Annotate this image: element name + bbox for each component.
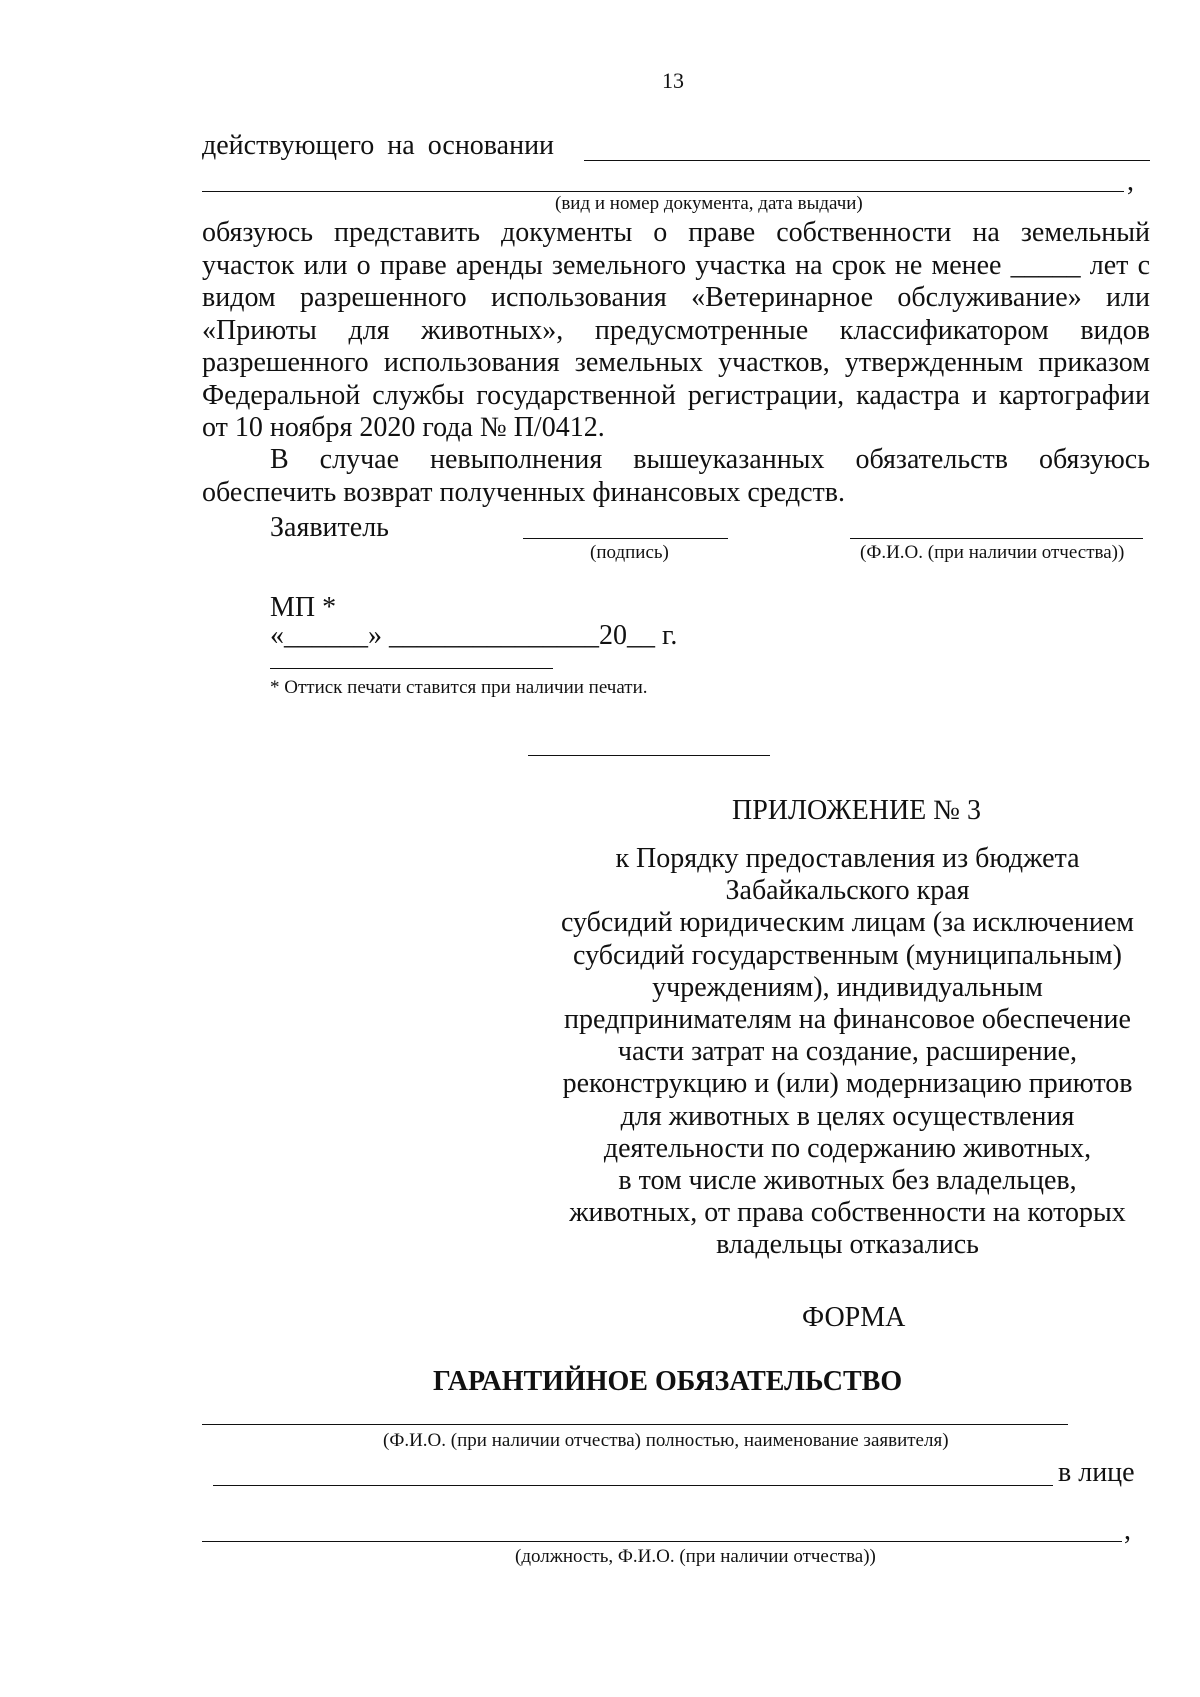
- appendix-line: учреждениям), индивидуальным: [652, 971, 1043, 1003]
- basis-comma: ,: [1127, 166, 1134, 197]
- obligation-paragraph: обязуюсь представить документы о праве собственности на земельный участок или о праве аренды земельного участка на срок не менее _____ лет с видом разрешенного использования «Ветеринарное обслуживание» или «Приюты для животных», предусмотренные классификатором видов разрешенного использования земельных участков, утвержденным приказом Федеральной службы государственной регистрации, кадастра и картографии от 10 ноября 2020 года № П/0412.: [202, 217, 1150, 443]
- position-caption: (должность, Ф.И.О. (при наличии отчества)): [515, 1546, 876, 1567]
- appendix-line: к Порядку предоставления из бюджета: [615, 843, 1080, 874]
- appendix-line: части затрат на создание, расширение,: [617, 1036, 1078, 1068]
- fio-underline: [850, 538, 1143, 539]
- applicant-label: Заявитель: [270, 512, 389, 543]
- basis-underline: [584, 160, 1150, 161]
- applicant-caption: (Ф.И.О. (при наличии отчества) полностью, наименование заявителя): [383, 1430, 949, 1451]
- basis-label: действующего на основании: [202, 130, 555, 161]
- in-person-label: в лице: [1058, 1457, 1135, 1488]
- guarantee-heading: ГАРАНТИЙНОЕ ОБЯЗАТЕЛЬСТВО: [433, 1366, 903, 1397]
- appendix-title: ПРИЛОЖЕНИЕ № 3: [732, 795, 981, 826]
- footnote-separator: [270, 668, 553, 669]
- appendix-line: Забайкальского края: [725, 875, 970, 907]
- appendix-line: предпринимателям на финансовое обеспечение: [564, 1004, 1131, 1036]
- appendix-line: в том числе животных без владельцев,: [618, 1165, 1077, 1197]
- appendix-line: реконструкцию и (или) модернизацию приютов: [562, 1068, 1133, 1100]
- footnote: * Оттиск печати ставится при наличии печати.: [270, 677, 648, 698]
- appendix-line: субсидий государственным (муниципальным): [573, 939, 1122, 971]
- appendix-line: животных, от права собственности на которых: [569, 1197, 1126, 1229]
- applicant-name-underline: [202, 1424, 1068, 1425]
- basis-caption: (вид и номер документа, дата выдачи): [555, 193, 863, 214]
- fio-caption: (Ф.И.О. (при наличии отчества)): [860, 542, 1125, 563]
- position-comma: ,: [1124, 1515, 1131, 1546]
- failure-paragraph: В случае невыполнения вышеуказанных обязательств обязуюсь обеспечить возврат полученных финансовых средств.: [202, 444, 1150, 508]
- form-label: ФОРМА: [802, 1302, 906, 1333]
- signature-caption: (подпись): [590, 542, 669, 563]
- page-number: 13: [662, 68, 684, 93]
- stamp-label: МП *: [270, 592, 337, 623]
- appendix-line: субсидий юридическим лицам (за исключением: [560, 907, 1134, 939]
- appendix-description: [545, 843, 1150, 1262]
- section-separator: [528, 755, 770, 756]
- basis-document-underline: [202, 191, 1124, 192]
- appendix-line: для животных в целях осуществления: [620, 1100, 1075, 1132]
- signature-underline: [523, 538, 728, 539]
- representative-underline: [213, 1485, 1053, 1486]
- position-underline: [202, 1541, 1122, 1542]
- appendix-line: деятельности по содержанию животных,: [603, 1132, 1092, 1164]
- date-line: «______» _______________20__ г.: [270, 620, 678, 651]
- appendix-line: владельцы отказались: [716, 1229, 979, 1261]
